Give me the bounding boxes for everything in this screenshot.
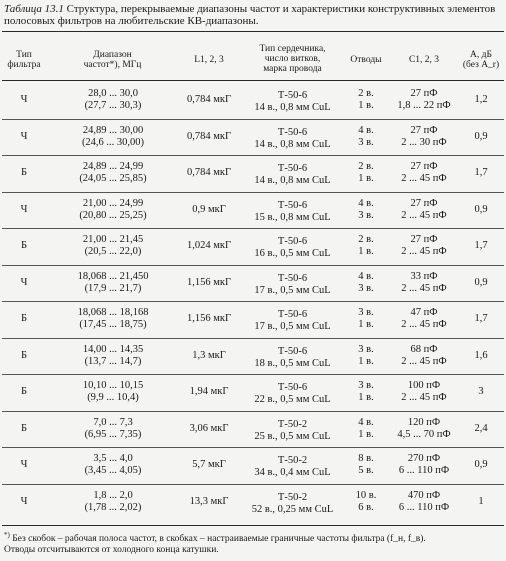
table-caption-label: Таблица 13.1: [4, 3, 64, 15]
row-divider: [2, 447, 504, 448]
cell-tap1: 3 в.: [358, 343, 374, 355]
cell-range1: 18,068 ... 18,168: [77, 307, 149, 318]
cell-core1: Т-50-2: [277, 418, 308, 430]
cell-range1: 21,00 ... 21,45: [82, 234, 144, 245]
cell-tap2: 5 в.: [358, 465, 374, 476]
row-divider: [2, 374, 504, 375]
cell-type: Ч: [20, 203, 28, 215]
cell-range1: 7,0 ... 7,3: [93, 416, 133, 428]
cell-tap2: 1 в.: [358, 392, 374, 403]
cell-core1: Т-50-6: [277, 236, 308, 247]
cell-tap2: 3 в.: [358, 282, 374, 294]
cell-core2: 14 в., 0,8 мм CuL: [254, 138, 331, 150]
cell-core1: Т-50-6: [277, 163, 308, 174]
table-bottom-rule: [2, 525, 504, 526]
cell-core2: 34 в., 0,4 мм CuL: [254, 467, 331, 478]
cell-c2: 2 ... 45 пФ: [401, 282, 447, 294]
table-caption: [4, 3, 504, 27]
header-range: Диапазон частот*), МГц: [83, 50, 142, 70]
cell-l: 5,7 мкГ: [192, 459, 226, 470]
cell-c2: 2 ... 45 пФ: [401, 173, 447, 184]
cell-tap1: 2 в.: [358, 161, 374, 172]
cell-tap1: 4 в.: [358, 197, 374, 209]
cell-range2: (17,45 ... 18,75): [79, 319, 147, 330]
cell-c1: 27 пФ: [410, 88, 438, 99]
cell-c1: 100 пФ: [407, 380, 441, 391]
cell-a: 1,7: [474, 167, 488, 178]
row-divider: [2, 338, 504, 339]
cell-l: 1,94 мкГ: [189, 386, 229, 397]
cell-a: 1,7: [474, 240, 488, 251]
cell-c1: 27 пФ: [410, 124, 438, 136]
table-top-rule: [2, 31, 504, 32]
cell-range1: 3,5 ... 4,0: [93, 453, 133, 464]
cell-range1: 1,8 ... 2,0: [93, 489, 133, 501]
cell-c2: 2 ... 45 пФ: [401, 209, 447, 221]
cell-type: Б: [20, 386, 28, 397]
cell-l: 3,06 мкГ: [189, 422, 229, 434]
cell-l: 1,024 мкГ: [186, 240, 232, 251]
cell-l: 0,784 мкГ: [186, 167, 232, 178]
cell-range1: 24,89 ... 24,99: [82, 161, 144, 172]
cell-a: 1,6: [474, 349, 488, 361]
row-divider: [2, 228, 504, 229]
cell-c2: 2 ... 45 пФ: [401, 319, 447, 330]
cell-core1: Т-50-6: [277, 90, 308, 101]
cell-c2: 2 ... 45 пФ: [401, 355, 447, 367]
cell-c2: 6 ... 110 пФ: [398, 465, 450, 476]
cell-core2: 15 в., 0,8 мм CuL: [254, 211, 331, 223]
cell-range2: (9,9 ... 10,4): [87, 392, 139, 403]
cell-core2: 25 в., 0,5 мм CuL: [254, 430, 331, 442]
cell-type: Б: [20, 422, 28, 434]
cell-range1: 24,89 ... 30,00: [82, 124, 144, 136]
cell-c2: 1,8 ... 22 пФ: [397, 100, 451, 111]
cell-range2: (17,9 ... 21,7): [84, 282, 142, 294]
cell-core2: 16 в., 0,5 мм CuL: [254, 248, 331, 259]
cell-c2: 6 ... 110 пФ: [398, 501, 450, 513]
cell-type: Ч: [20, 459, 28, 470]
cell-tap2: 6 в.: [358, 501, 374, 513]
footnote-line-2: Отводы отсчитываются от холодного конца катушки.: [4, 545, 219, 556]
cell-core1: Т-50-6: [277, 272, 308, 284]
row-divider: [2, 301, 504, 302]
cell-c1: 27 пФ: [410, 197, 438, 209]
cell-tap2: 3 в.: [358, 136, 374, 148]
cell-range2: (20,80 ... 25,25): [79, 209, 147, 221]
cell-type: Б: [20, 240, 28, 251]
header-bottom-rule: [2, 80, 504, 81]
header-capacitance: C1, 2, 3: [408, 55, 440, 65]
row-divider: [2, 192, 504, 193]
cell-core2: 52 в., 0,25 мм CuL: [251, 503, 334, 515]
cell-tap1: 4 в.: [358, 416, 374, 428]
cell-c1: 27 пФ: [410, 234, 438, 245]
cell-range2: (13,7 ... 14,7): [84, 355, 142, 367]
cell-l: 1,156 мкГ: [186, 313, 232, 324]
cell-range2: (6,95 ... 7,35): [84, 428, 142, 440]
cell-c1: 27 пФ: [410, 161, 438, 172]
cell-c1: 470 пФ: [407, 489, 441, 501]
cell-c2: 4,5 ... 70 пФ: [397, 428, 451, 440]
cell-tap2: 1 в.: [358, 355, 374, 367]
cell-tap2: 1 в.: [358, 100, 374, 111]
cell-a: 2,4: [474, 422, 488, 434]
cell-range2: (24,6 ... 30,00): [81, 136, 145, 148]
cell-range2: (3,45 ... 4,05): [84, 465, 142, 476]
header-core: Тип сердечника, число витков, марка провода: [259, 44, 326, 74]
header-attenuation: A, дБ (без A_r): [462, 50, 500, 70]
cell-c1: 33 пФ: [410, 270, 438, 282]
cell-type: Б: [20, 349, 28, 361]
cell-core1: Т-50-2: [277, 455, 308, 466]
cell-c1: 68 пФ: [410, 343, 438, 355]
row-divider: [2, 411, 504, 412]
cell-a: 1: [478, 495, 484, 507]
cell-core2: 22 в., 0,5 мм CuL: [254, 394, 331, 405]
header-taps: Отводы: [350, 55, 382, 65]
cell-tap2: 1 в.: [358, 428, 374, 440]
row-divider: [2, 119, 504, 120]
cell-range1: 14,00 ... 14,35: [82, 343, 144, 355]
cell-tap1: 4 в.: [358, 270, 374, 282]
cell-tap1: 10 в.: [355, 489, 377, 501]
cell-core1: Т-50-2: [277, 491, 308, 503]
cell-type: Ч: [20, 94, 28, 105]
cell-type: Ч: [20, 495, 28, 507]
cell-tap2: 1 в.: [358, 246, 374, 257]
cell-core2: 18 в., 0,5 мм CuL: [254, 357, 331, 369]
cell-core1: Т-50-6: [277, 199, 308, 211]
cell-l: 0,784 мкГ: [186, 94, 232, 105]
cell-l: 13,3 мкГ: [189, 495, 229, 507]
cell-type: Ч: [20, 276, 28, 288]
cell-c2: 2 ... 45 пФ: [401, 392, 447, 403]
cell-range1: 18,068 ... 21,450: [77, 270, 149, 282]
cell-l: 1,3 мкГ: [192, 349, 226, 361]
cell-a: 3: [478, 386, 484, 397]
cell-l: 1,156 мкГ: [186, 276, 232, 288]
cell-c1: 120 пФ: [407, 416, 441, 428]
cell-type: Б: [20, 167, 28, 178]
cell-core2: 14 в., 0,8 мм CuL: [254, 102, 331, 113]
cell-range1: 28,0 ... 30,0: [88, 88, 138, 99]
cell-core2: 17 в., 0,5 мм CuL: [254, 321, 331, 332]
cell-a: 0,9: [474, 130, 488, 142]
cell-range1: 21,00 ... 24,99: [82, 197, 144, 209]
cell-range2: (20,5 ... 22,0): [84, 246, 142, 257]
cell-c2: 2 ... 45 пФ: [401, 246, 447, 257]
header-inductance: L1, 2, 3: [194, 55, 224, 65]
cell-a: 0,9: [474, 459, 488, 470]
cell-c1: 270 пФ: [407, 453, 441, 464]
cell-core1: Т-50-6: [277, 345, 308, 357]
cell-a: 0,9: [474, 203, 488, 215]
cell-c2: 2 ... 30 пФ: [401, 136, 447, 148]
footnote: [4, 530, 504, 556]
footnote-line-1: *) Без скобок – рабочая полоса частот, в скобках – настраиваемые граничные частоты фильтра (f_н, f_в).: [4, 531, 426, 545]
cell-l: 0,9 мкГ: [192, 203, 226, 215]
cell-core1: Т-50-6: [277, 309, 308, 320]
cell-tap1: 8 в.: [358, 453, 374, 464]
cell-a: 1,7: [474, 313, 488, 324]
cell-range1: 10,10 ... 10,15: [82, 380, 144, 391]
header-type: Тип фильтра: [7, 50, 41, 70]
cell-range2: (24,05 ... 25,85): [79, 173, 147, 184]
row-divider: [2, 265, 504, 266]
cell-tap1: 2 в.: [358, 234, 374, 245]
cell-core2: 14 в., 0,8 мм CuL: [254, 175, 331, 186]
row-divider: [2, 484, 504, 485]
cell-tap1: 3 в.: [358, 307, 374, 318]
cell-type: Ч: [20, 130, 28, 142]
cell-core2: 17 в., 0,5 мм CuL: [254, 284, 331, 296]
cell-c1: 47 пФ: [410, 307, 438, 318]
cell-type: Б: [20, 313, 28, 324]
cell-core1: Т-50-6: [277, 382, 308, 393]
cell-a: 0,9: [474, 276, 488, 288]
cell-tap2: 1 в.: [358, 319, 374, 330]
cell-tap1: 4 в.: [358, 124, 374, 136]
cell-a: 1,2: [474, 94, 488, 105]
cell-range2: (1,78 ... 2,02): [84, 501, 142, 513]
cell-core1: Т-50-6: [277, 126, 308, 138]
cell-tap1: 2 в.: [358, 88, 374, 99]
cell-tap2: 3 в.: [358, 209, 374, 221]
row-divider: [2, 155, 504, 156]
cell-tap1: 3 в.: [358, 380, 374, 391]
cell-range2: (27,7 ... 30,3): [84, 100, 142, 111]
cell-l: 0,784 мкГ: [186, 130, 232, 142]
cell-tap2: 1 в.: [358, 173, 374, 184]
table-caption-text: Структура, перекрываемые диапазоны частот и характеристики конструктивных элементов полосовых фильтров на любительские КВ-диапазоны.: [4, 3, 496, 27]
